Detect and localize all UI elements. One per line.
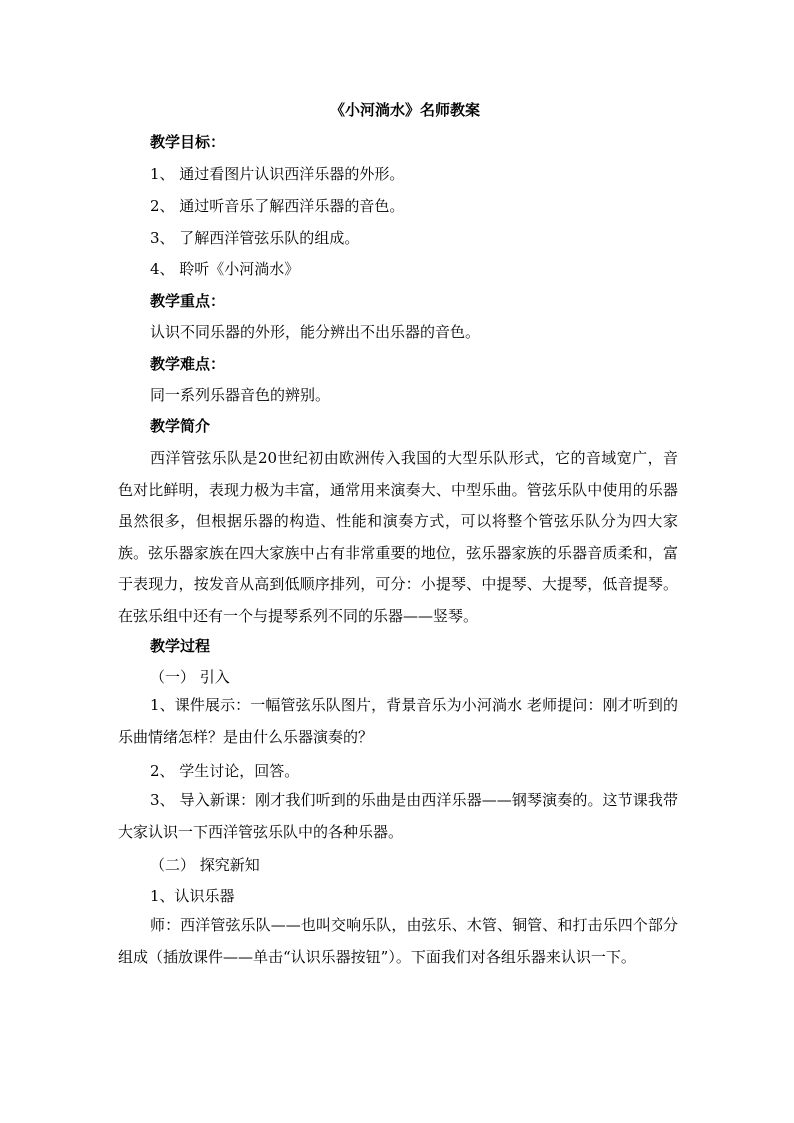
key-text: 认识不同乐器的外形，能分辨出不出乐器的音色。: [150, 323, 481, 341]
goals-heading: 教学目标：: [150, 133, 226, 151]
step-2-text: 2、 学生讨论，回答。: [150, 762, 300, 780]
key-heading: 教学重点：: [150, 292, 226, 310]
teacher-paragraph: 师：西洋管弦乐队——也叫交响乐队，由弦乐、木管、铜管、和打击乐四个部分组成（插放课件——单击“认识乐器按钮”）。下面我们对各组乐器来认识一下。: [118, 916, 678, 966]
intro-paragraph: 西洋管弦乐队是20世纪初由欧洲传入我国的大型乐队形式，它的音域宽广，音色对比鲜明，表现力极为丰富，通常用来演奏大、中型乐曲。管弦乐队中使用的乐器虽然很多，但根据乐器的构造、性能和演奏方式，可以将整个管弦乐队分为四大家族。弦乐器家族在四大家族中占有非常重要的地位，弦乐器家族的乐器音质柔和，富于表现力，按发音从高到低顺序排列，可分：小提琴、中提琴、大提琴，低音提琴。在弦乐组中还有一个与提琴系列不同的乐器——竖琴。: [118, 449, 678, 625]
difficulty-text: 同一系列乐器音色的辨别。: [150, 386, 331, 404]
intro-heading: 教学简介: [150, 417, 211, 435]
goal-item: 4、 聆听《小河淌水》: [150, 260, 300, 278]
step-1-paragraph: 1、课件展示：一幅管弦乐队图片，背景音乐为小河淌水 老师提问：刚才听到的乐曲情绪怎样？是由什么乐器演奏的？: [118, 696, 678, 746]
subsection-title-instruments: 1、认识乐器: [150, 887, 235, 905]
step-3-paragraph: 3、 导入新课：刚才我们听到的乐曲是由西洋乐器——钢琴演奏的。这节课我带大家认识一下西洋管弦乐队中的各种乐器。: [118, 791, 678, 841]
section-title-explore: （二） 探究新知: [150, 856, 260, 874]
section-title-intro: （一） 引入: [150, 668, 230, 686]
goal-item: 3、 了解西洋管弦乐队的组成。: [150, 229, 360, 247]
process-heading: 教学过程: [150, 637, 211, 655]
document-title: 《小河淌水》名师教案: [330, 101, 481, 119]
goal-item: 1、 通过看图片认识西洋乐器的外形。: [150, 165, 405, 183]
difficulty-heading: 教学难点：: [150, 355, 226, 373]
goal-item: 2、 通过听音乐了解西洋乐器的音色。: [150, 197, 405, 215]
